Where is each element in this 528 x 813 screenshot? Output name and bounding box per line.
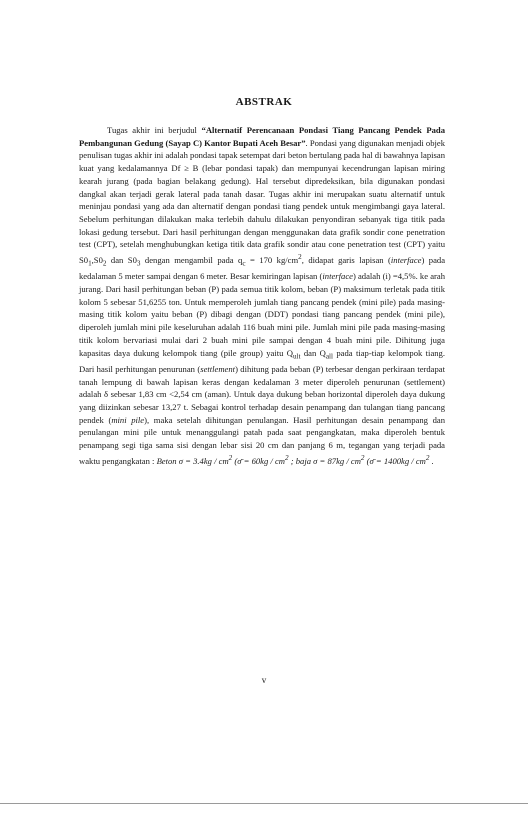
page-number: v [261,675,267,685]
abstract-text: Tugas akhir ini berjudul [107,125,202,135]
subscript: 1 [88,259,92,268]
abstract-text: dan S0 [106,254,137,265]
abstract-text: , didapat garis lapisan ( [301,254,391,265]
superscript: 2 [298,253,302,262]
abstract-text: ) dihitung pada beban (P) terbesar dengan perkiraan terdapat tanah lempung di bawah lapisan keras dengan kedalaman 3 meter diperoleh penurunan (settlement) adalah δ sebesar 1,83 cm <2,54 cm (aman). Untuk daya dukung beban horizontal diperoleh daya dukung yang diizinkan sebesar 13,27 t. Sebagai kontrol terhadap desain penampang dan tulangan tiang pancang pendek ( [79,363,445,425]
italic-term: settlement [200,363,236,374]
abstract-text: ), maka setelah dihitungan penulangan. Hasil perhitungan desain penampang dan penulangan mini pile untuk menanggulangi patah pada saat pengangkatan, maka diperoleh bentuk penampang segi tiga sama sisi dengan lebar sisi 20 cm dan panjang 6 m, tegangan yang terjadi pada waktu pengangkatan : [79,414,445,466]
abstract-text: ) adalah (i) =4,5%. ke arah jurang. Dari hasil perhitungan beban (P) pada semua titik kolom, beban (P) maksimum terletak pada titik kolom 5 sebesar 51,6255 ton. Untuk memperoleh jumlah tiang pancang pendek (mini pile) pada masing-masing titik kolom yaitu beban (P) dibagi dengan (DDT) pondasi tiang pancang pendek (mini pile), diperoleh jumlah mini pile keseluruhan adalah 116 buah mini pile. Jumlah mini pile pada masing-masing titik kolom bervariasi mulai dari 2 buah mini pile sampai dengan 4 buah mini pile. Dihitung juga kapasitas daya dukung kelompok tiang (pile group) yaitu Q [79,271,446,358]
formula-baja: baja $\sigma = 87kg / cm^2$ (σ̄ = $1400kg / cm^2$ . [293,453,434,466]
italic-term: interface [322,271,353,282]
abstract-text: pada tiap-tiap kelompok tiang. Dari hasil perhitungan penurunan ( [79,347,445,374]
abstract-paragraph [79,124,445,467]
thesis-title: “Alternatif Perencanaan Pondasi Tiang Pancang Pendek Pada Pembangunan Gedung (Sayap C) Kantor Bupati Aceh Besar” [79,125,445,148]
subscript: c [242,259,246,268]
abstract-text: dan Q [300,347,326,358]
bottom-divider [0,803,528,804]
subscript: 2 [102,259,107,268]
subscript: all [325,352,334,361]
formula-beton: Beton $\sigma = 3.4kg / cm^2$ (σ̄ = $60kg / cm^2$ ; [156,453,294,466]
abstract-text: . Pondasi yang digunakan menjadi objek penulisan tugas akhir ini adalah pondasi tapak setempat dari beton bertulang pada hal di bawahnya lapisan kuat yang kedalamannya Df ≥ B (lebar pondasi tapak) dan mempunyai kecendrungan lapisan miring kearah jurang (pada bagian belakang gedung). Hal tersebut dipredeksikan, bila digunakan pondasi dangkal akan terjadi gerak lateral pada tanah dasar. Tugas akhir ini merupakan suatu alternatif untuk meninjau pondasi yang ada dan alternatif dengan pondasi tiang pendek untuk mengimbangi gaya lateral. Sebelum perhitungan dilakukan maka terlebih dahulu dilakukan penyondiran sebanyak tiga titik pada lokasi gedung tersebut. Dari hasil perhitungan dengan menggunakan data grafik sondir cone penetration test (CPT), setelah menghubungkan ketiga titik data grafik sondir atau cone penetration test (CPT) yaitu S0 [79,137,445,265]
abstract-text: dengan mengambil pada q [140,254,243,265]
subscript: 3 [136,259,141,268]
abstract-text: ,S0 [91,254,103,265]
abstract-text: = 170 kg/cm [245,254,299,265]
abstract-text: ) pada kedalaman 5 meter sampai dengan 6 meter. Besar kemiringan lapisan ( [79,254,446,282]
italic-term: interface [390,254,422,265]
page-title: ABSTRAK [235,96,293,108]
italic-term: mini pile [111,414,145,425]
subscript: ult [292,352,301,361]
